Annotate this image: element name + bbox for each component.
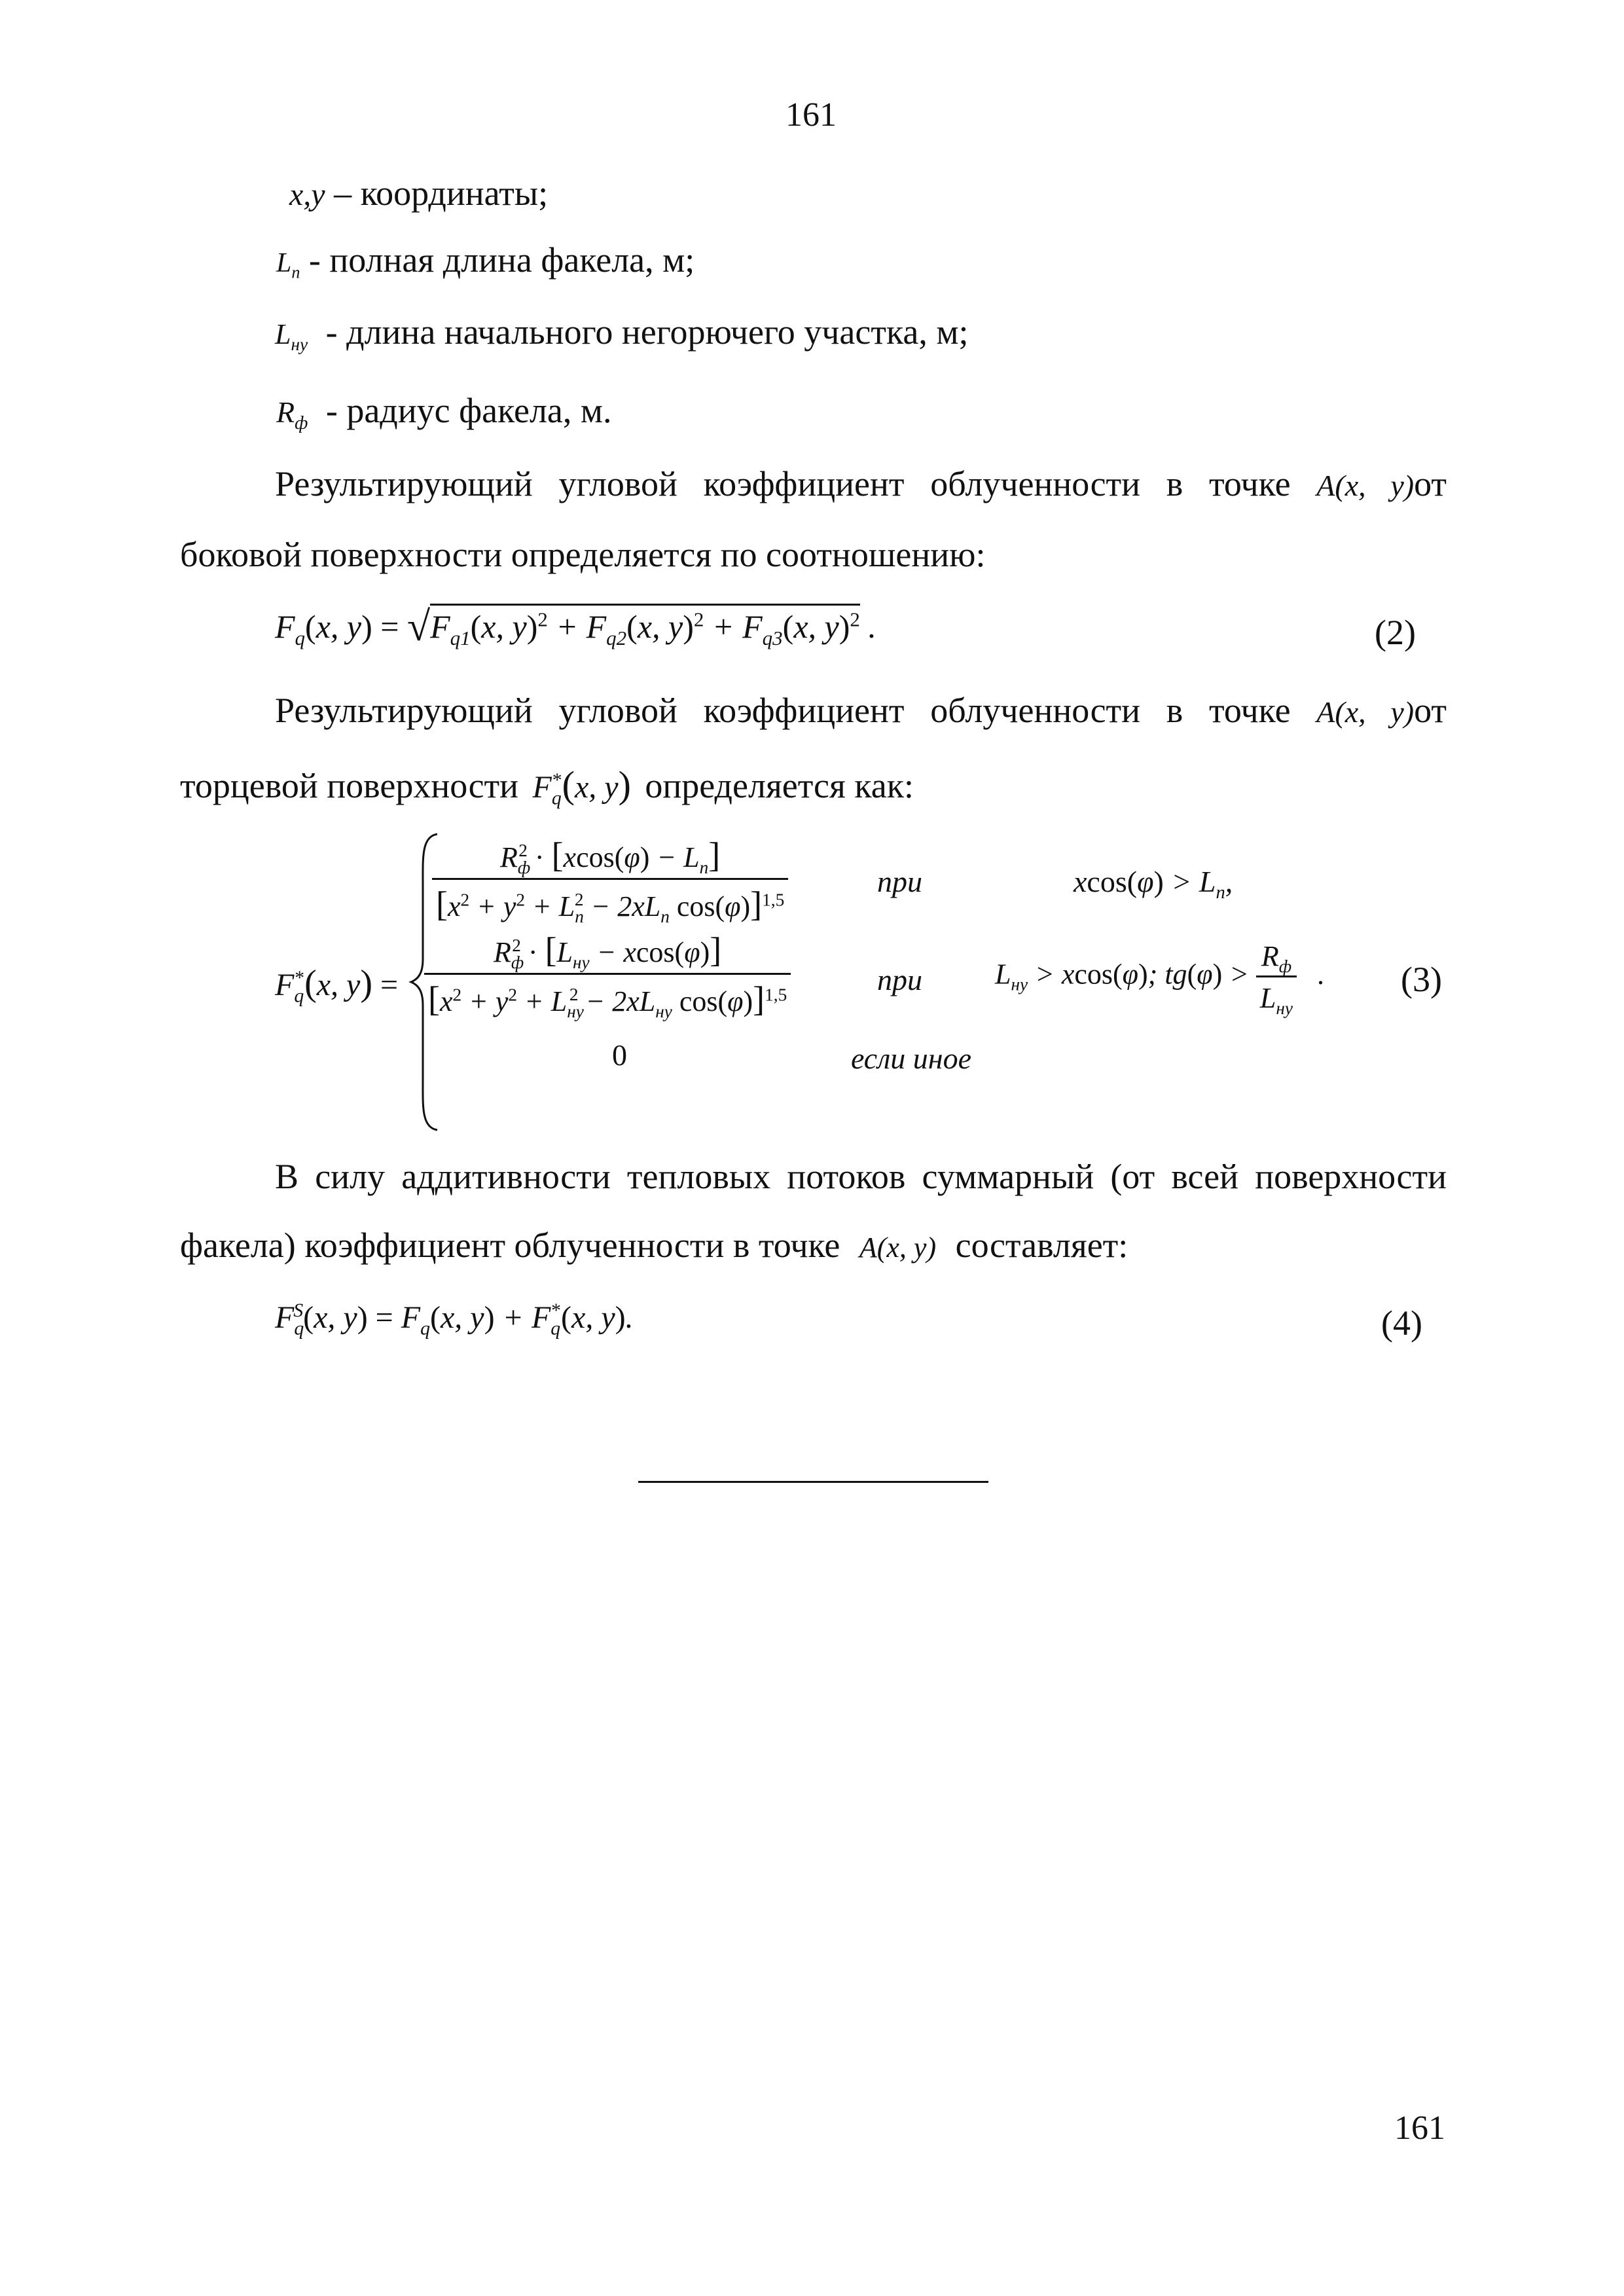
def-symbol: $L_{ну}$	[275, 318, 308, 354]
equation-2: $F_q(x$, $y) = √F_{q1}(x$, $y)^2 + F_{q2}(x$, $y)^2 + F_{q3}(x$, y)$^2$ .	[275, 603, 876, 649]
eq3-case3-condition: если иное	[851, 1042, 972, 1075]
def-symbol: $R_ф$	[276, 395, 308, 434]
eq3-case2-word: при	[877, 963, 922, 996]
eq3-case1-word: при	[877, 865, 922, 898]
equation-number-2: (2)	[1375, 613, 1416, 652]
point-a: A(x, y)	[859, 1231, 937, 1264]
symbol-fq-star: $F_q^*(x$, y)	[532, 763, 631, 809]
def-text: - радиус факела, м.	[325, 391, 612, 430]
def-text: - полная длина факела, м;	[308, 240, 695, 280]
equation-number-3: (3)	[1401, 960, 1442, 999]
equation-4: $F_q^S(x$, $y) = F_q(x$, $y) + F_q^*(x$, y).	[275, 1300, 634, 1339]
def-symbol: $L_п$	[276, 248, 300, 282]
para1-line2: боковой поверхности определяется по соотношению:	[180, 535, 986, 574]
equation-number-4: (4)	[1381, 1303, 1422, 1343]
equation-3-lhs: $F_q^*(x$, y) =	[275, 963, 399, 1007]
eq3-case1-condition: $xcos(\varphi) > L_п$,	[1074, 865, 1233, 903]
eq3-case3-value: 0	[612, 1038, 627, 1072]
point-a: A(x, y)	[1316, 469, 1415, 502]
para3-line1: В силу аддитивности тепловых потоков суммарный (от всей поверхности	[275, 1157, 1447, 1196]
definition-xy	[289, 175, 548, 211]
def-text: – координаты;	[334, 173, 549, 213]
definition-rf	[276, 391, 612, 434]
separator-line	[638, 1481, 988, 1483]
eq3-case2-fraction: $\frac{R_ф^2 \cdot [L_{ну} - xcos(\varphi)]}{[x^2 + y^2 + L_{ну}^2 - 2xL_{ну} \cos(\varphi)]^{1,5}}$	[424, 930, 791, 1019]
definition-ln	[276, 240, 695, 282]
para2-line2: торцевой поверхности $F_q^*(x$, y) определяется как:	[180, 763, 914, 809]
eq3-case2-condition: $L_{ну} > xcos(\varphi)$; tg(φ) > $\frac{R_ф}{L_{ну}}$ .	[995, 940, 1325, 1018]
page-number-bottom: 161	[1394, 2109, 1445, 2147]
eq3-case1-fraction: $\frac{R_ф^2 \cdot [xcos(\varphi) - L_п]}{[x^2 + y^2 + L_п^2 - 2xL_п \cos(\varphi)]^{1,5}}$	[432, 835, 788, 924]
para1-line1: Результирующий угловой коэффициент облученности в точке A(x, y)от	[275, 464, 1447, 503]
def-text: - длина начального негорючего участка, м;	[325, 312, 969, 352]
point-a: A(x, y)	[1316, 695, 1415, 729]
definition-lnu	[275, 312, 969, 354]
para3-line2: факела) коэффициент облученности в точке A(x, y) составляет:	[180, 1226, 1128, 1265]
def-symbol: x,y	[289, 177, 325, 212]
page-number-top: 161	[785, 96, 837, 134]
para2-line1: Результирующий угловой коэффициент облученности в точке A(x, y)от	[275, 691, 1447, 730]
